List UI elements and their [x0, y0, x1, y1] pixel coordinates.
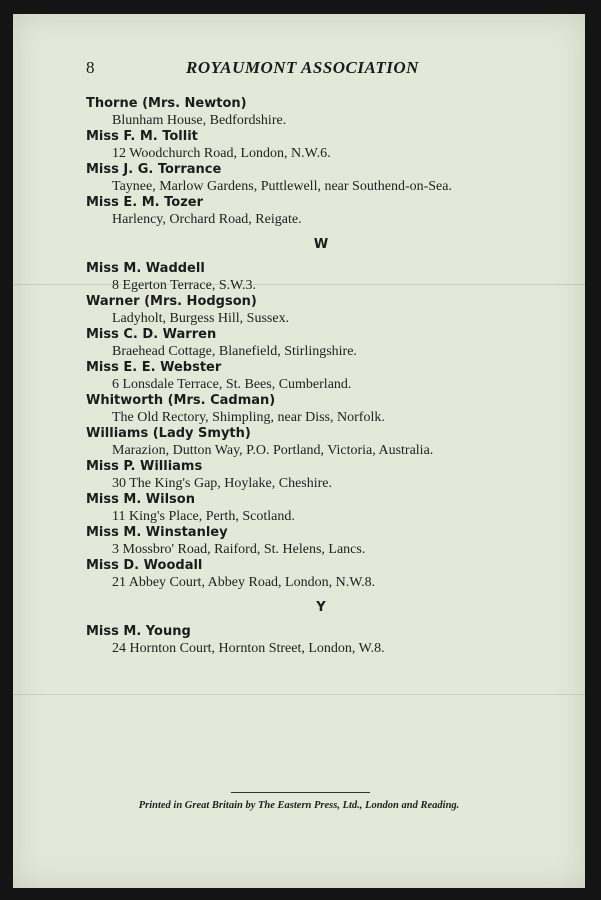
- footer-rule: [231, 792, 370, 793]
- member-address: 24 Hornton Court, Hornton Street, London, W.8.: [112, 641, 385, 656]
- paper-fold: [13, 694, 585, 695]
- member-address: 11 King's Place, Perth, Scotland.: [112, 509, 295, 524]
- member-address: Ladyholt, Burgess Hill, Sussex.: [112, 311, 290, 326]
- member-address: 30 The King's Gap, Hoylake, Cheshire.: [112, 476, 333, 491]
- member-address: Blunham House, Bedfordshire.: [112, 113, 287, 128]
- directory-entry: [86, 261, 556, 294]
- directory-entry: [86, 294, 556, 327]
- member-address: 21 Abbey Court, Abbey Road, London, N.W.8.: [112, 575, 376, 590]
- member-address: The Old Rectory, Shimpling, near Diss, Norfolk.: [112, 410, 385, 425]
- member-name: Miss P. Williams: [86, 459, 203, 474]
- member-address: 6 Lonsdale Terrace, St. Bees, Cumberland.: [112, 377, 352, 392]
- section-letter: W: [313, 237, 329, 252]
- member-address: Harlency, Orchard Road, Reigate.: [112, 212, 302, 227]
- member-name: Miss M. Wilson: [86, 492, 195, 507]
- directory-entry: [86, 162, 556, 195]
- directory-entry: [86, 195, 556, 228]
- member-name: Warner (Mrs. Hodgson): [86, 294, 257, 309]
- member-address: Taynee, Marlow Gardens, Puttlewell, near Southend-on-Sea.: [112, 179, 452, 194]
- directory-entry: [86, 327, 556, 360]
- member-address: 12 Woodchurch Road, London, N.W.6.: [112, 146, 331, 161]
- member-address: Braehead Cottage, Blanefield, Stirlingshire.: [112, 344, 357, 359]
- page-header: [86, 58, 536, 80]
- member-name: Whitworth (Mrs. Cadman): [86, 393, 276, 408]
- member-name: Miss E. E. Webster: [86, 360, 222, 375]
- member-name: Miss E. M. Tozer: [86, 195, 204, 210]
- directory-entry: [86, 624, 556, 657]
- member-name: Miss J. G. Torrance: [86, 162, 222, 177]
- directory-entry: [86, 558, 556, 591]
- member-name: Miss D. Woodall: [86, 558, 203, 573]
- printer-imprint: Printed in Great Britain by The Eastern Press, Ltd., London and Reading.: [138, 800, 460, 811]
- document-page: [13, 14, 585, 888]
- member-name: Miss C. D. Warren: [86, 327, 217, 342]
- member-name: Miss M. Young: [86, 624, 191, 639]
- member-address: 8 Egerton Terrace, S.W.3.: [112, 278, 257, 293]
- page-number: 8: [86, 58, 95, 77]
- member-name: Williams (Lady Smyth): [86, 426, 251, 441]
- section-letter: Y: [316, 600, 326, 615]
- directory-entry: [86, 525, 556, 558]
- directory-entry: [86, 96, 556, 129]
- member-name: Thorne (Mrs. Newton): [86, 96, 247, 111]
- member-address: Marazion, Dutton Way, P.O. Portland, Victoria, Australia.: [112, 443, 434, 458]
- directory-entry: [86, 426, 556, 459]
- member-address: 3 Mossbro' Road, Raiford, St. Helens, Lancs.: [112, 542, 366, 557]
- member-name: Miss M. Waddell: [86, 261, 205, 276]
- member-name: Miss M. Winstanley: [86, 525, 228, 540]
- member-name: Miss F. M. Tollit: [86, 129, 198, 144]
- directory-entry: [86, 492, 556, 525]
- directory-entry: [86, 129, 556, 162]
- directory-entry: [86, 393, 556, 426]
- directory-entry: [86, 459, 556, 492]
- directory-entry: [86, 360, 556, 393]
- member-directory: [86, 96, 556, 657]
- running-title: ROYAUMONT ASSOCIATION: [186, 58, 419, 77]
